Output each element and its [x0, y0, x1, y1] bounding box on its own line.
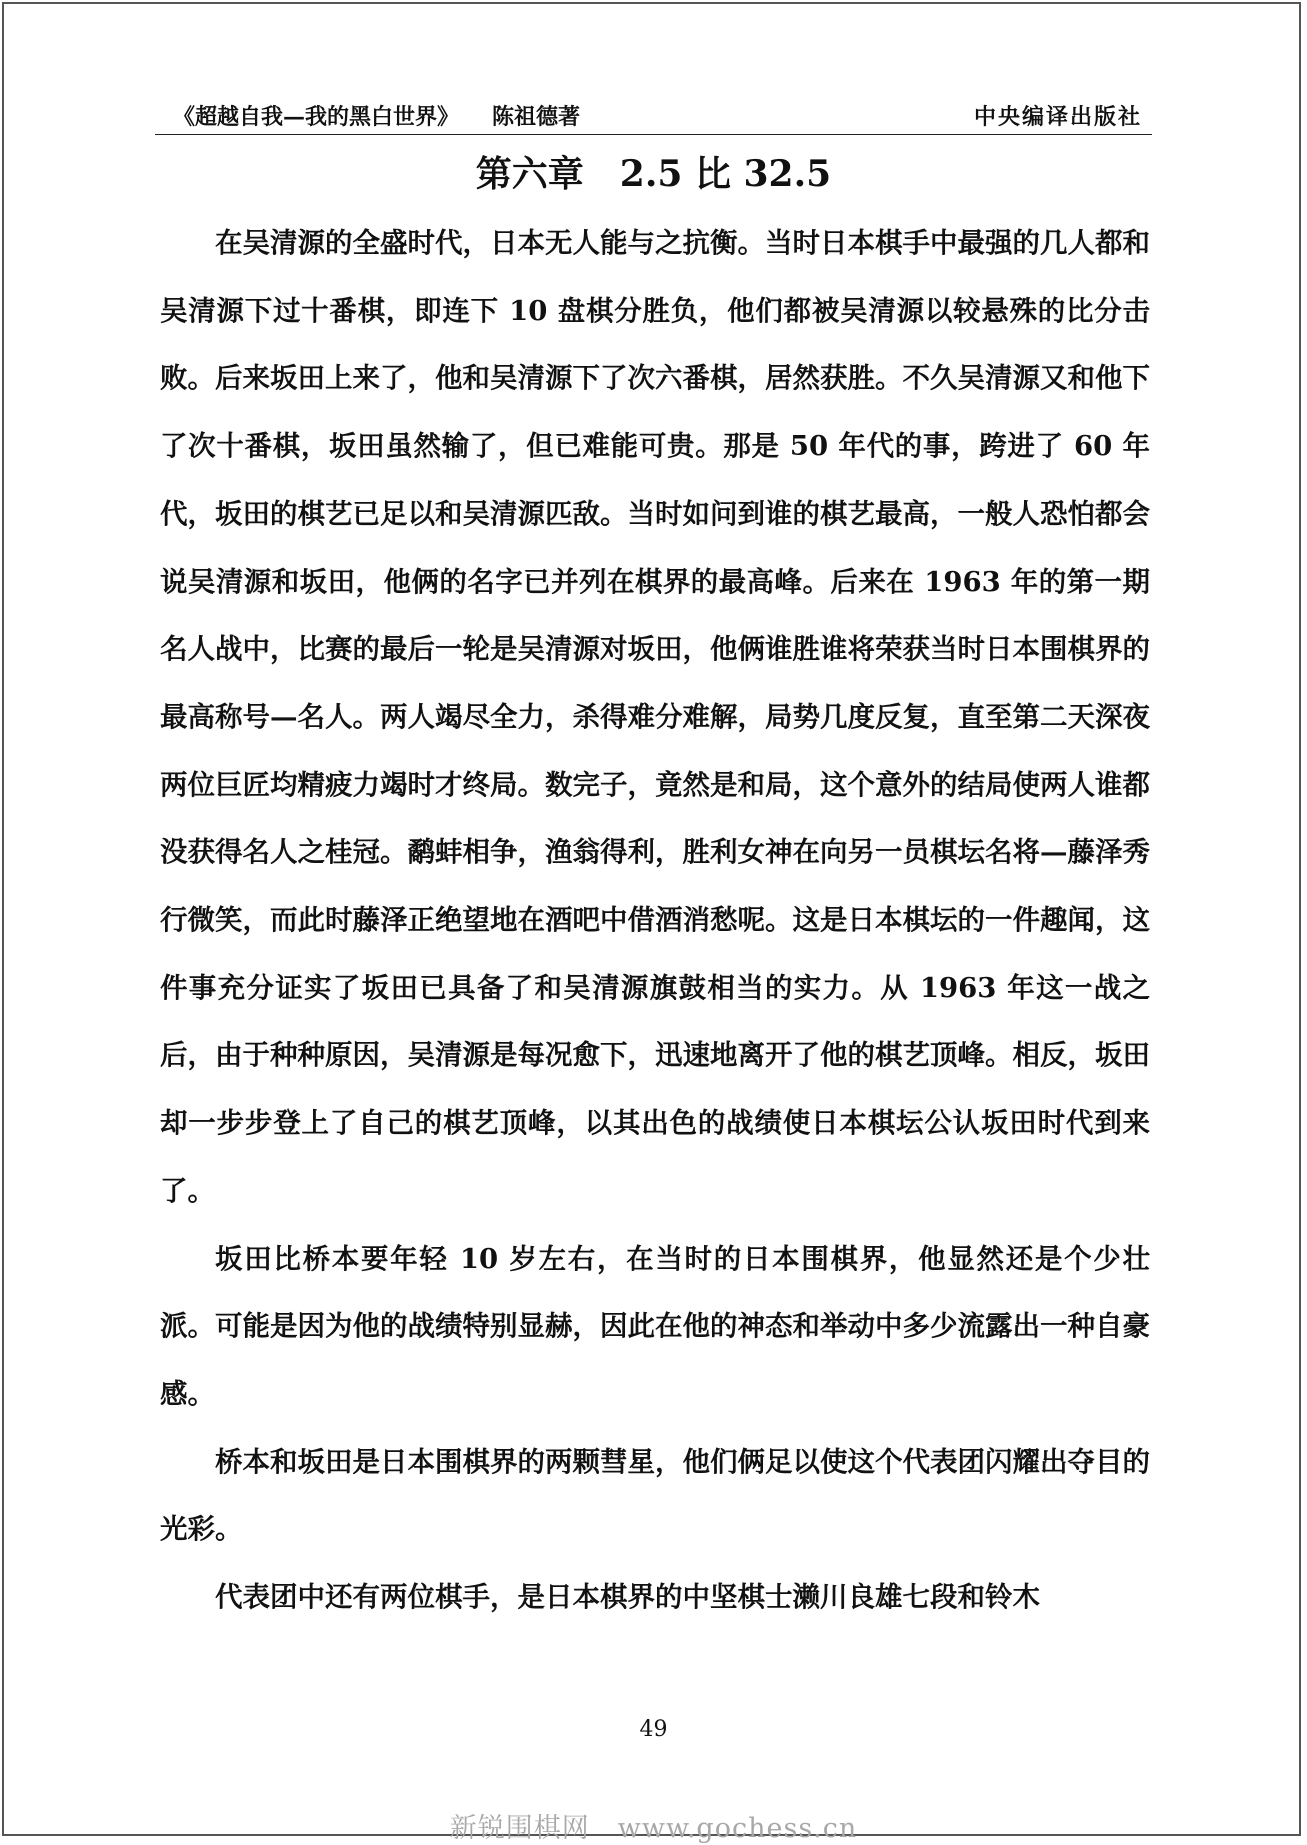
- book-title: 《超越自我—我的黑白世界》: [173, 104, 449, 130]
- chapter-title: 第六章 2.5 比 32.5: [475, 153, 832, 195]
- paragraph: 桥本和坂田是日本围棋界的两颗彗星，他们俩足以使这个代表团闪耀出夺目的光彩。: [160, 1445, 1150, 1546]
- paragraph: 在吴清源的全盛时代，日本无人能与之抗衡。当时日本棋手中最强的几人都和吴清源下过十番棋，即连下 10 盘棋分胜负，他们都被吴清源以较悬殊的比分击败。后来坂田上来了，他和吴清源下了次六番棋，居然获胜。不久吴清源又和他下了次十番棋，坂田虽然输了，但已难能可贵。那是 50 年代的事，跨进了 60 年代，坂田的棋艺已足以和吴清源匹敌。当时如问到谁的棋艺最高，一般人恐怕都会说吴清源和坂田，他俩的名字已并列在棋界的最高峰。后来在 1963 年的第一期名人战中，比赛的最后一轮是吴清源对坂田，他俩谁胜谁将荣获当时日本围棋界的最高称号—名人。两人竭尽全力，杀得难分难解，局势几度反复，直至第二天深夜两位巨匠均精疲力竭时才终局。数完子，竟然是和局，这个意外的结局使两人谁都没获得名人之桂冠。鹬蚌相争，渔翁得利，胜利女神在向另一员棋坛名将—藤泽秀行微笑，而此时藤泽正绝望地在酒吧中借酒消愁呢。这是日本棋坛的一件趣闻，这件事充分证实了坂田已具备了和吴清源旗鼓相当的实力。从 1963 年这一战之后，由于种种原因，吴清源是每况愈下，迅速地离开了他的棋艺顶峰。相反，坂田却一步步登上了自己的棋艺顶峰，以其出色的战绩使日本棋坛公认坂田时代到来了。: [160, 227, 1150, 1207]
- paragraph: 坂田比桥本要年轻 10 岁左右，在当时的日本围棋界，他显然还是个少壮派。可能是因为他的战绩特别显赫，因此在他的神态和举动中多少流露出一种自豪感。: [160, 1242, 1150, 1410]
- page-number: 49: [639, 1717, 668, 1742]
- publisher: 中央编译出版社: [973, 104, 1142, 130]
- body-text: [160, 210, 1150, 1632]
- paragraph: 代表团中还有两位棋手，是日本棋界的中坚棋士濑川良雄七段和铃木: [215, 1581, 1040, 1614]
- watermark: 新锐围棋网 www.gochess.cn: [449, 1813, 858, 1844]
- author: 陈祖德著: [492, 104, 581, 130]
- page-header: [155, 100, 1152, 135]
- header-book-info: [173, 100, 580, 131]
